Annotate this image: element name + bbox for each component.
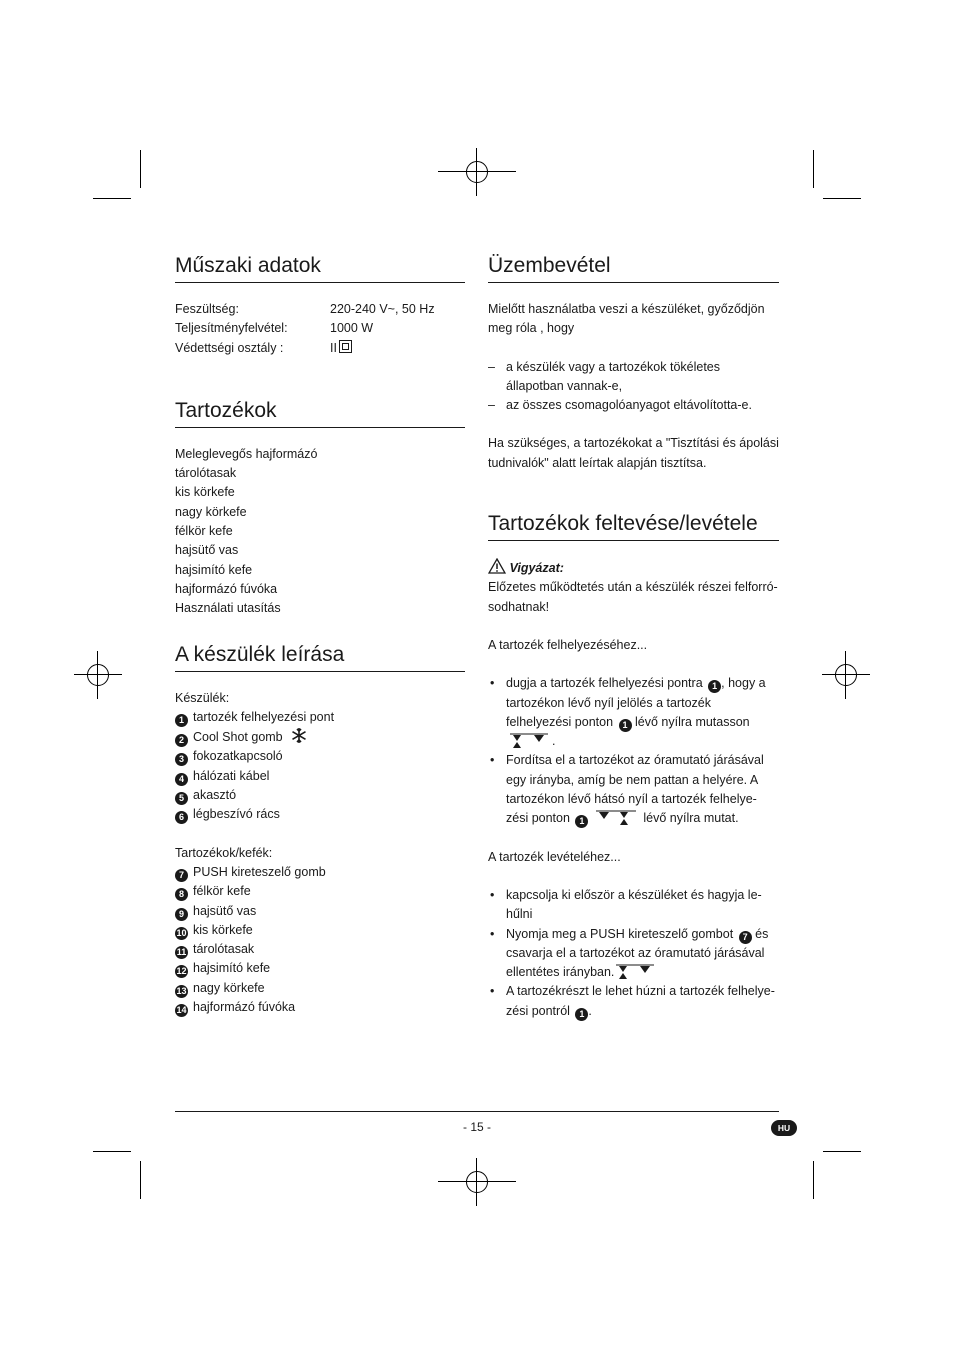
footer-divider bbox=[175, 1111, 779, 1112]
list-item bbox=[175, 959, 465, 978]
registration-mark-left bbox=[74, 651, 122, 699]
crop-mark bbox=[813, 150, 814, 188]
part-label: légbeszívó rács bbox=[193, 807, 280, 822]
list-item: nagy körkefe bbox=[175, 504, 247, 519]
list-item bbox=[175, 708, 465, 727]
snowflake-icon bbox=[290, 727, 308, 744]
part-label: hajsütő vas bbox=[193, 903, 257, 918]
registration-mark-top bbox=[438, 148, 516, 196]
list-item bbox=[175, 805, 465, 824]
list-item bbox=[175, 747, 465, 766]
number-badge: 3 bbox=[175, 753, 188, 766]
dash-list bbox=[488, 358, 779, 416]
spec-table bbox=[175, 300, 465, 358]
list-item bbox=[175, 998, 465, 1017]
spec-label: Védettségi osztály : bbox=[175, 340, 284, 355]
number-badge: 5 bbox=[175, 792, 188, 805]
list-item bbox=[175, 863, 465, 882]
part-label: PUSH kireteszelő gomb bbox=[193, 864, 326, 879]
list-item bbox=[175, 921, 465, 940]
brush-parts-list bbox=[175, 863, 465, 1017]
section-title-accessories: Tartozékok bbox=[175, 395, 465, 428]
list-item: hajsütő vas bbox=[175, 543, 239, 558]
step-text: A tartozékrészt le lehet húzni a tartozék felhelye-zési pontról bbox=[506, 984, 775, 1018]
device-label: Készülék: bbox=[175, 690, 230, 705]
device-parts-list bbox=[175, 708, 465, 825]
warning-triangle-icon bbox=[488, 558, 506, 574]
number-badge: 2 bbox=[175, 734, 188, 747]
crop-mark bbox=[140, 1161, 141, 1199]
registration-mark-bottom bbox=[438, 1158, 516, 1206]
section-title-start-up: Üzembevétel bbox=[488, 250, 779, 283]
crop-mark bbox=[813, 1161, 814, 1199]
part-label: félkör kefe bbox=[193, 884, 251, 899]
list-item: • kapcsolja ki először a készüléket és hagyja le-hűlni bbox=[490, 887, 762, 922]
attach-steps bbox=[488, 674, 779, 828]
step-text: dugja a tartozék felhelyezési pontra bbox=[506, 676, 703, 691]
part-label: tárolótasak bbox=[193, 942, 255, 957]
number-badge-1: 1 bbox=[619, 719, 632, 732]
spec-row-power bbox=[175, 319, 465, 338]
list-item: – a készülék vagy a tartozékok tökéletes állapotban vannak-e, bbox=[488, 359, 721, 393]
part-label: fokozatkapcsoló bbox=[193, 749, 283, 764]
list-item: hajformázó fúvóka bbox=[175, 581, 278, 596]
part-label: tartozék felhelyezési pont bbox=[193, 709, 335, 724]
list-item: • dugja a tartozék felhelyezési pontra 1 , hogy a tartozékon lévő nyíl jelölés a tartozék felhelyezési ponton 1 lévő nyílra mutasson . bbox=[490, 676, 766, 749]
part-label: hajsimító kefe bbox=[193, 961, 271, 976]
spec-value: 1000 W bbox=[330, 321, 374, 336]
spec-row-voltage bbox=[175, 300, 465, 319]
part-label: kis körkefe bbox=[193, 922, 253, 937]
number-badge: 9 bbox=[175, 908, 188, 921]
spec-value-wrap bbox=[330, 339, 352, 358]
step-text: lévő nyílra mutat. bbox=[643, 811, 739, 826]
section-title-device-description: A készülék leírása bbox=[175, 639, 465, 672]
brushes-label: Tartozékok/kefék: bbox=[175, 845, 273, 860]
list-item: kis körkefe bbox=[175, 485, 235, 500]
list-item: hajsimító kefe bbox=[175, 562, 253, 577]
number-badge: 11 bbox=[176, 947, 187, 958]
warning-heading bbox=[488, 558, 779, 578]
list-item: • Nyomja meg a PUSH kireteszelő gombot 7 és csavarja el a tartozékot az óramutató járásával ellentétes irányban. bbox=[490, 926, 769, 980]
accessory-list bbox=[175, 445, 465, 619]
step-text: . bbox=[588, 1003, 592, 1018]
part-label: Cool Shot gomb bbox=[193, 730, 283, 745]
number-badge: 10 bbox=[176, 927, 187, 938]
attach-label: A tartozék felhelyezéséhez... bbox=[488, 637, 648, 652]
step-text: és csavarja el a tartozékot az óramutató járásával ellentétes irányban. bbox=[506, 926, 769, 980]
spec-label: Feszültség: bbox=[175, 302, 239, 316]
list-item bbox=[175, 882, 465, 901]
spec-label: Teljesítményfelvétel: bbox=[175, 321, 288, 336]
number-badge: 13 bbox=[176, 985, 187, 996]
warning-text: Előzetes működtetés után a készülék részei felforró-sodhatnak! bbox=[488, 580, 778, 614]
section-title-technical-data: Műszaki adatok bbox=[175, 250, 465, 283]
step-text: Fordítsa el a tartozékot az óramutató járásával egy irányba, amíg be nem pattan a helyére. A tartozékon lévő hátsó nyíl a tartozék felhelye-zési ponton bbox=[506, 753, 764, 826]
part-label: nagy körkefe bbox=[193, 980, 265, 995]
arrow-marker-icon bbox=[616, 964, 654, 980]
list-item: Meleglevegős hajformázó bbox=[175, 446, 318, 461]
intro-paragraph: Mielőtt használatba veszi a készüléket, győződjön meg róla , hogy bbox=[488, 302, 765, 336]
number-badge-1: 1 bbox=[575, 1008, 588, 1021]
step-text: . bbox=[552, 734, 556, 749]
list-item bbox=[175, 940, 465, 959]
spec-row-protection-class bbox=[175, 339, 465, 358]
crop-mark bbox=[823, 198, 861, 199]
list-item: – az összes csomagolóanyagot eltávolította-e. bbox=[488, 398, 752, 413]
list-item bbox=[175, 902, 465, 921]
number-badge: 14 bbox=[176, 1005, 187, 1016]
spec-value: II bbox=[330, 340, 337, 355]
step-text: Nyomja meg a PUSH kireteszelő gombot bbox=[506, 926, 734, 941]
step-text: lévő nyílra mutasson bbox=[635, 714, 750, 729]
crop-mark bbox=[93, 198, 131, 199]
list-item: Használati utasítás bbox=[175, 601, 281, 616]
arrow-marker-icon bbox=[510, 733, 548, 749]
part-label: hajformázó fúvóka bbox=[193, 1000, 296, 1015]
remove-steps bbox=[488, 886, 779, 1021]
number-badge: 1 bbox=[175, 714, 188, 727]
remove-label: A tartozék levételéhez... bbox=[488, 849, 621, 864]
item-text: a készülék vagy a tartozékok tökéletes állapotban vannak-e, bbox=[506, 359, 721, 393]
number-badge: 7 bbox=[175, 869, 188, 882]
spec-value: 220-240 V~, 50 Hz bbox=[330, 302, 435, 316]
language-badge: HU bbox=[771, 1120, 797, 1136]
number-badge: 12 bbox=[176, 966, 187, 977]
item-text: az összes csomagolóanyagot eltávolította-e. bbox=[506, 398, 752, 413]
step-text: kapcsolja ki először a készüléket és hagyja le-hűlni bbox=[506, 887, 762, 922]
crop-mark bbox=[140, 150, 141, 188]
list-item bbox=[175, 767, 465, 786]
number-badge-1: 1 bbox=[708, 680, 721, 693]
part-label: hálózati kábel bbox=[193, 768, 270, 783]
crop-mark bbox=[93, 1151, 131, 1152]
arrow-marker-icon bbox=[596, 810, 636, 826]
step-text: , hogy a tartozékon lévő nyíl jelölés a tartozék felhelyezési ponton bbox=[506, 676, 766, 729]
part-label: akasztó bbox=[193, 788, 237, 803]
list-item bbox=[175, 786, 465, 805]
right-column bbox=[488, 250, 779, 1021]
registration-mark-right bbox=[822, 651, 870, 699]
cleaning-note: Ha szükséges, a tartozékokat a "Tisztítási és ápolási tudnivalók" alatt leírtak alapján tisztítsa. bbox=[488, 436, 779, 470]
warning-label: Vigyázat: bbox=[509, 561, 564, 576]
list-item: félkör kefe bbox=[175, 524, 233, 539]
number-badge: 6 bbox=[175, 811, 188, 824]
left-column bbox=[175, 250, 465, 1017]
number-badge: 8 bbox=[175, 888, 188, 901]
number-badge: 4 bbox=[175, 773, 188, 786]
number-badge-7: 7 bbox=[739, 931, 752, 944]
list-item bbox=[175, 727, 465, 747]
page-number: - 15 - bbox=[462, 1120, 491, 1134]
section-title-mount-accessories: Tartozékok feltevése/levétele bbox=[488, 508, 779, 541]
protection-class-ii-icon bbox=[339, 340, 352, 353]
list-item bbox=[175, 979, 465, 998]
list-item: tárolótasak bbox=[175, 466, 237, 481]
crop-mark bbox=[823, 1151, 861, 1152]
list-item: • Fordítsa el a tartozékot az óramutató járásával egy irányba, amíg be nem pattan a helyére. A tartozékon lévő hátsó nyíl a tartozék felhelye-zési ponton 1 lévő nyílra mutat. bbox=[490, 753, 764, 827]
list-item: • A tartozékrészt le lehet húzni a tartozék felhelye-zési pontról 1 . bbox=[490, 984, 775, 1019]
number-badge-1: 1 bbox=[575, 815, 588, 828]
